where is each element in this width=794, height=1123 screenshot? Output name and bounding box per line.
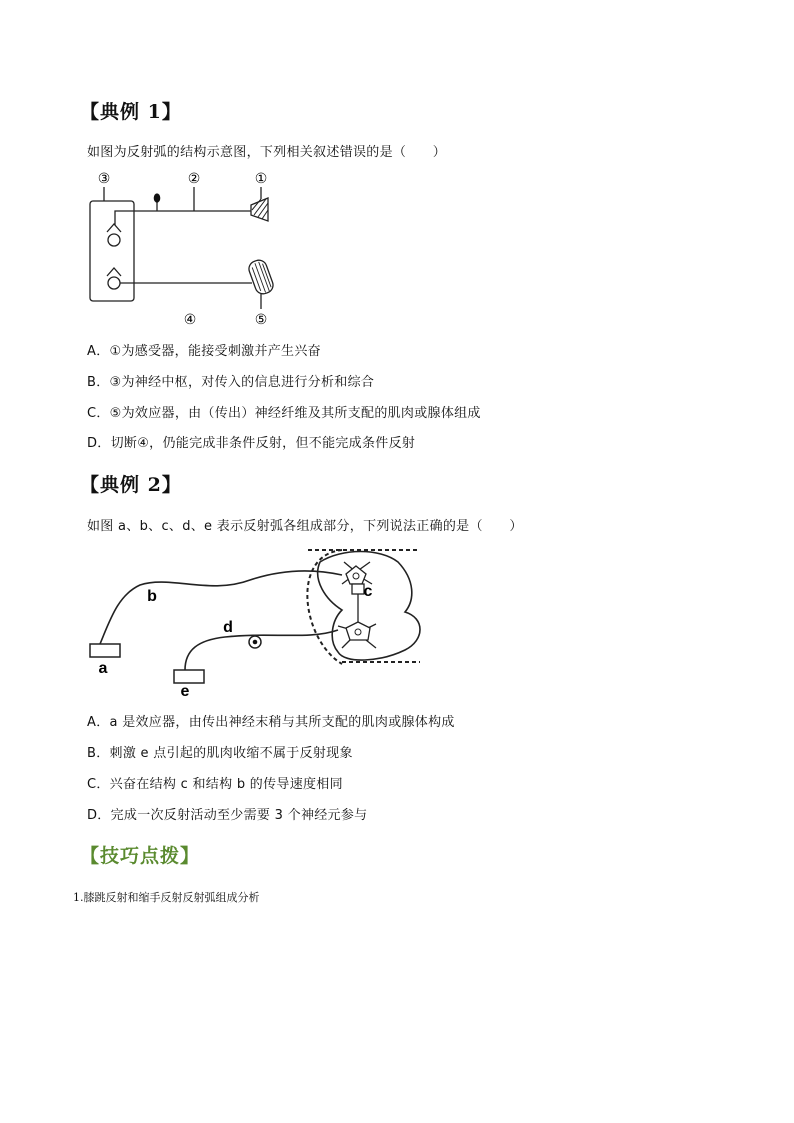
efferent-nerve-d xyxy=(185,630,338,670)
interneuron-box xyxy=(352,584,364,594)
structure-e-box xyxy=(174,670,204,683)
example1-option-c: C．⑤为效应器，由（传出）神经纤维及其所支配的肌肉或腺体组成 xyxy=(87,406,481,421)
example1-question: 如图为反射弧的结构示意图，下列相关叙述错误的是（ ） xyxy=(87,145,447,160)
afferent-nerve-b xyxy=(100,571,342,644)
figure2-label-a: a xyxy=(98,660,108,677)
example2-option-b: B．刺激 e 点引起的肌肉收缩不属于反射现象 xyxy=(87,746,353,761)
example2-option-c: C．兴奋在结构 c 和结构 b 的传导速度相同 xyxy=(87,777,343,792)
example2-option-a: A．a 是效应器，由传出神经末稍与其所支配的肌肉或腺体构成 xyxy=(87,715,455,730)
reflex-arc-figure-2 xyxy=(80,540,430,700)
structure-a-box xyxy=(90,644,120,657)
reflex-arc-figure-1 xyxy=(80,165,300,330)
figure1-label-1: ① xyxy=(254,170,268,186)
example1-title: 【典例 1】 xyxy=(80,101,182,123)
example2-option-d: D．完成一次反射活动至少需要 3 个神经元参与 xyxy=(87,808,368,823)
figure1-label-3: ③ xyxy=(97,170,111,186)
effector-shape xyxy=(247,258,276,296)
figure2-label-e: e xyxy=(180,683,190,700)
figure1-label-4: ④ xyxy=(183,311,197,327)
figure2-label-d: d xyxy=(223,619,233,636)
tips-item-1: 1.膝跳反射和缩手反射反射弧组成分析 xyxy=(73,891,260,904)
example1-option-d: D．切断④，仍能完成非条件反射，但不能完成条件反射 xyxy=(87,436,416,451)
figure1-label-5: ⑤ xyxy=(254,311,268,327)
example2-title: 【典例 2】 xyxy=(80,474,182,496)
tips-title: 【技巧点拨】 xyxy=(80,845,201,867)
example1-option-b: B．③为神经中枢，对传入的信息进行分析和综合 xyxy=(87,375,375,390)
example1-option-a: A．①为感受器，能接受刺激并产生兴奋 xyxy=(87,344,321,359)
example2-question: 如图 a、b、c、d、e 表示反射弧各组成部分，下列说法正确的是（ ） xyxy=(87,519,523,534)
figure2-label-c: c xyxy=(363,583,373,600)
figure2-label-b: b xyxy=(147,588,157,605)
ganglion-dot xyxy=(154,193,161,202)
figure1-label-2: ② xyxy=(187,170,201,186)
spinal-cord-outline xyxy=(318,552,420,661)
